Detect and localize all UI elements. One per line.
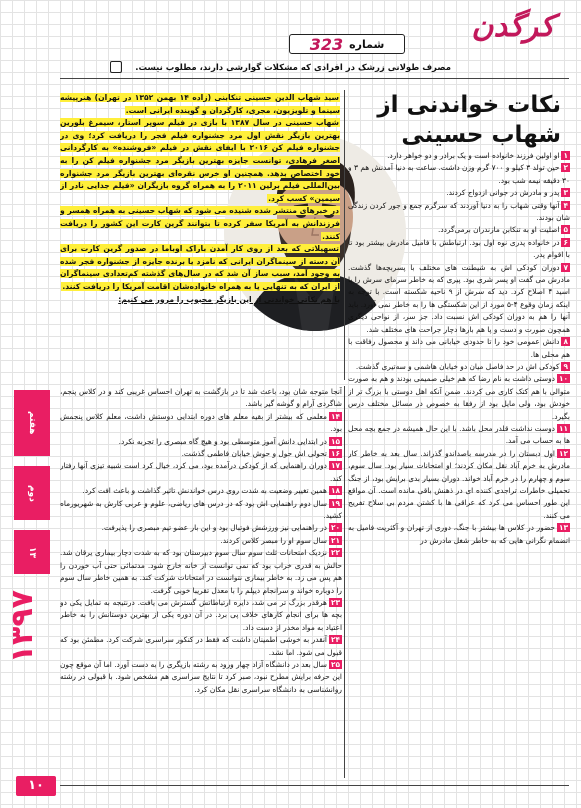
issue-word: شماره	[349, 37, 385, 51]
page-title: نکات خواندنی از شهاب حسینی	[377, 92, 561, 148]
issue-badge	[289, 34, 405, 54]
date-tag-number: ۱۳	[14, 530, 50, 574]
magazine-logo: کرگدن	[471, 9, 555, 44]
list-item: ۲۴آنقدر به خوشی اطمینان داشت که فقط در کنکور سراسری شرکت کرد. مطمئن بود که قبول می شود. اما نشد.	[60, 635, 342, 657]
list-item: ۶در خانواده پدری نوه اول بود. ارتباطش با فامیل مادرش بیشتر بود تا با اقوام پدر.	[348, 237, 570, 260]
bio-paragraph-4: تسهیلاتی که بعد از روی کار آمدن باراک اوباما در صدور گرین کارت برای آن دسته از سینماگران ایرانی که نامزد یا برنده جایزه از جشنواره فجر شده به وجود آمد، سبب ساز آن شد که در سال‌های گذشته کم‌تعدادی سینماگران از ایران که به تنهایی یا به همراه خانواده‌شان اقامت آمریکا را دریافت کنند.	[60, 244, 340, 291]
tagline: مصرف طولانی زرشک در افرادی که مشکلات گوارشی دارند، مطلوب نیست.	[135, 63, 451, 73]
list-item: ۳پدر و مادرش در جوانی ازدواج کردند.	[446, 188, 568, 198]
list-item: ۱۱دوست نداشت قلدر محل باشد. با این حال همیشه در جمع بچه محل ها به حساب می آمد.	[348, 423, 570, 446]
list-item: ۱۳حضور در کلاس ها بیشتر با جنگ، دوری از تهران و آکثریت فامیل به اتضمام نگرانی هایی که به خاطر شغل مادرش در	[348, 523, 570, 545]
list-item: ۲۲نزدیک امتحانات ثلث سوم سال سوم دبیرستان بود که به شدت دچار بیماری یرقان شد. حالش به قدری خراب بود که نمی توانست از خانه خارج شود. مدتمائی حتی آب خوردن را هم پس می زد. به خاطر بیماری نتوانست در امتحانات شرکت کند. به همین خاطر سال سوم را دوباره خواند و سرانجام دیپلم را با معدل تقریبا خوبی گرفت.	[60, 548, 342, 595]
list-item: آنجا متوجه شان بود، باعث شد تا در بازگشت به تهران احساس غریبی کند و در کلاس پنجم، شاگردی آرام و گوشه گیر باشد.	[60, 387, 342, 409]
year-label: ۱۳۹۷	[5, 590, 40, 664]
tip-icon	[110, 61, 122, 73]
list-item: ۱او اولین فرزند خانواده است و یک برادر و دو خواهر دارد.	[387, 151, 568, 160]
bio-paragraph-2: شهاب حسینی در سال ۱۳۸۷ با بازی در فیلم سوپر استار، سیمرغ بلورین بهترین بازیگر نقش اول مرد جشنواره فیلم فجر را دریافت کرد؛ وی در جشنواره فیلم کن ۲۰۱۶ با ایفای نقش در فیلم «فروشنده» به کارگردانی اصغر فرهادی، توانست جایزه بهترین بازیگر مرد جشنواره فیلم کن را به خود اختصاص بدهد. همچنین او خرس نقره‌ای بهترین بازیگر مرد جشنواره بین‌المللی فیلم برلین ۲۰۱۱ را به همراه گروه بازیگران «فیلم جدایی نادر از سیمین» کسب کرد.	[60, 118, 340, 203]
bio-paragraph-1: سید شهاب الدین حسینی تنکابنی (زاده ۱۴ بهمن ۱۳۵۲ در تهران) هنرپیشه سینما و تلویزیون، مجری، کارگردان و گوینده ایرانی است.	[60, 93, 340, 115]
list-item: ۱۸همین تغییر وضعیت به شدت روی درس خواندنش تاثیر گذاشت و باعث افت کرد.	[82, 486, 340, 496]
column-divider	[344, 386, 345, 778]
header-divider	[60, 78, 569, 79]
list-item: ۵اصلیت او به تنکابن مازندران برمی‌گردد.	[437, 225, 568, 235]
list-item: ۱۹سال دوم راهنمایی اش بود که در درس های ریاضی، علوم و عربی کارش به شهریورماه کشید.	[60, 498, 342, 521]
page-number: ۱۰	[16, 776, 56, 796]
list-item: ۲۰در راهنمایی نیز ورزشش فوتبال بود و این بار عضو تیم مبصری را پذیرفت.	[101, 523, 340, 533]
bio-intro-line: با هم نکاتی خواندنی از این بازیگر محبوب را مرور می کنیم:	[118, 294, 340, 304]
facts-column-left	[60, 386, 342, 778]
footer-divider	[60, 785, 569, 786]
list-item: ۲۳هرقدر بزرگ تر می شد، دایره ارتباطاتش گسترش می یافت. درنتیجه به تمایل یکی دو بچه ها برای انجام کارهای خلاف پی برد. در آن دوره یکی از بهترین دوستانش را به خاطر اعتیاد به مواد مخدر از دست داد.	[60, 597, 342, 632]
list-item: ۱۲اول دبستان را در مدرسه باصداندو گذراند. سال بعد به خاطر کار مادرش به خرم آباد نقل مکان کردند؛ او امتحانات سیار بود. سال سوم، سوم و چهارم را در خرم آباد خواند. دوران بسیار بدی برایش بود، از جنگ تحمیلی خاطرات تراجدی کننده ای در ذهنش باقی مانده است. آن مواقع این طور احساس می کرد که عراقی ها با کشتن مردم بی سلاح تفریح می کنند.	[348, 448, 570, 520]
list-item: ۱۰دوستی داشت به نام رضا که هم خیلی صمیمی بودند و هم به صورت متوالی با هم کتک کاری می کردند. ضمن آنکه اهل دوستی با بزرگ تر از خودش بود، ولی مایل بود از رفقا به خصوص در مسائل مختلف درس بگیرد.	[348, 374, 570, 421]
column-divider	[344, 90, 345, 380]
date-tag-day: هفتم	[14, 390, 50, 456]
list-item: ۱۶تحولی اش حول و حوش خیابان فاطمی گذشت.	[181, 449, 340, 459]
issue-number: 323	[309, 34, 344, 54]
bio-section	[60, 92, 340, 382]
list-item: ۱۷دوران راهنمایی که از کودکی درآمده بود، می کرد، خیال کرد است شبیه تیزی آنها رفتار کند.	[60, 461, 342, 483]
list-item: ۱۵در ابتدایی دانش آموز متوسطی بود و هیچ گاه مبصری را تجربه نکرد.	[118, 436, 340, 446]
list-item: ۲۱سال سوم او را مبصر کلاس کردند.	[220, 535, 340, 545]
bio-paragraph-3: در خبرهای منتشر شده شنیده می شود که شهاب حسینی به همراه همسر و فرزندانش به آمریکا سفر کرده تا بتوانند گرین کارت این کشور را دریافت کنند.	[60, 206, 340, 241]
list-item: ۲حین تولد ۳ کیلو و ۷۰۰ گرم وزن داشت. ساعت به دنیا آمدنش هم ۳ و ۳۰ دقیقه نیمه شب بود.	[348, 163, 570, 185]
list-item: ۱۴معلمی که بیشتر از بقیه معلم های دوره ابتدایی دوستش داشت، معلم کلاس پنجمش بود.	[60, 411, 342, 434]
list-item: ۸دانش عمومی خود را تا حدودی خیابانی می داند و محصول رفاقت با هم محلی ها.	[348, 337, 570, 359]
list-item: ۷دوران کودکی اش به شیطنت های مختلف با پسربچه‌ها گذشت. مادرش می گفت او پسر شری بود. پیری که به خاطر سرمای سرش را با اسید ۴ اصلاح کرد. دید که سرش از ۹ ناحیه شکسته است. با توجه به اینکه زمان وقوع ۴-۵ مورد از این شکستگی ها را به خاطر نمی آورد. باید آنها را هم به دوران کودکی اش نسبت داد. جز سر، از نواحی دیگری همچون صورت و دست و پا هم بارها دچار جراحت های مختلف شد.	[348, 262, 570, 334]
list-item: ۴آنها وقتی شهاب را به دنیا آوردند که سرگرم جمع و جور کردن زندگی شان بودند.	[348, 200, 570, 223]
facts-column-right	[348, 150, 570, 780]
list-item: ۲۵سال بعد در دانشگاه آزاد چهار ورود به رشته بازیگری را به دست آورد. اما آن موقع چون این حرفه برایش مطرح نبود، صبر کرد تا نتایج سراسری هم مشخص شود. با قبولی در رشته روانشناسی به دانشگاه سراسری نقل مکان کرد.	[60, 659, 342, 694]
date-tag-week: دوم	[14, 466, 50, 520]
list-item: ۹کودکی اش در حد فاصل میان دو خیابان هاشمی و سه‌تیری گذشت.	[355, 361, 568, 371]
